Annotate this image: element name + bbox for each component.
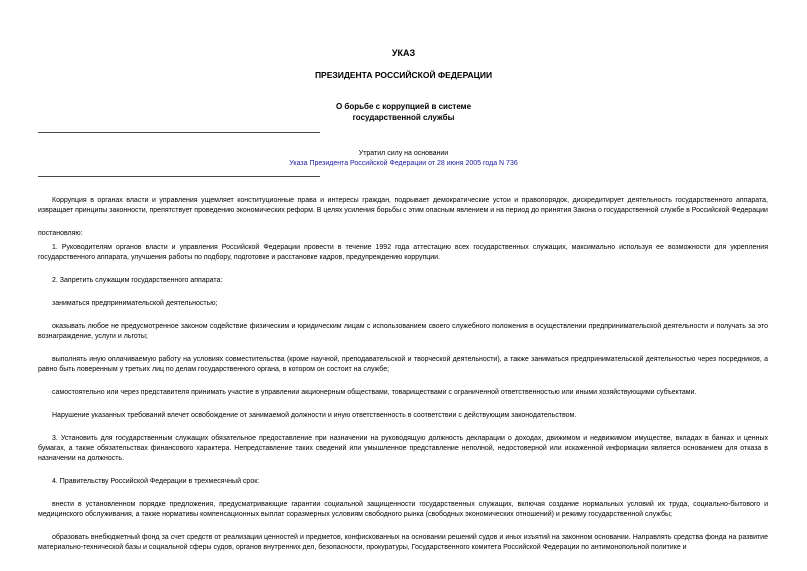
paragraph-item-2b: оказывать любое не предусмотренное законом содействие физическим и юридическим лицам с использованием своего служебного положения в осуществлении предпринимательской деятельности и получать за это вознаграждение, услуги и льготы;: [38, 323, 768, 340]
decree-subject-line-2: государственной службы: [352, 113, 455, 122]
paragraph-item-4b: образовать внебюджетный фонд за счет средств от реализации ценностей и предметов, конфискованных на основании решений судов и иных изъятий на законном основании. Направлять средства фонда на развитие материально-технической базы и социальной сферы судов, органов внутренних дел, безопасности, прокуратуры, Государственного комитета Российской Федерации по антимонопольной политике и: [38, 534, 768, 551]
paragraph-item-2: 2. Запретить служащим государственного аппарата:: [52, 277, 223, 284]
paragraph-item-2d: самостоятельно или через представителя принимать участие в управлении акционерным обществами, товариществами с ограниченной ответственностью или иными хозяйствующими субъектами.: [52, 389, 697, 396]
paragraph-item-2c: выполнять иную оплачиваемую работу на условиях совместительства (кроме научной, преподавательской и творческой деятельности), а также заниматься предпринимательской деятельностью через посредников, а равно быть поверенным у третьих лиц по делам государственного органа, в котором он состоит на службе;: [38, 356, 768, 373]
paragraph-item-4: 4. Правительству Российской Федерации в трехмесячный срок:: [52, 478, 260, 485]
document-body: [38, 196, 768, 553]
paragraph-preamble: Коррупция в органах власти и управления ущемляет конституционные права и интересы граждан, подрывает демократические устои и правопорядок, дискредитирует деятельность государственного аппарата, извращает принципы законности, препятствует проведению экономических реформ. В целях усиления борьбы с этим опасным явлением и на период до принятия Закона о государственной службе в Российской Федерации: [38, 197, 768, 214]
decree-title: УКАЗ: [391, 48, 416, 58]
decree-subject: [0, 101, 807, 123]
paragraph-item-2a: заниматься предпринимательской деятельностью;: [52, 300, 218, 307]
repeal-notice: Утратил силу на основании: [358, 150, 449, 157]
divider-bottom: [38, 176, 320, 177]
paragraph-violation: Нарушение указанных требований влечет освобождение от занимаемой должности и иную ответственность в соответствии с действующим законодательством.: [52, 412, 577, 419]
paragraph-resolve: постановляю:: [38, 230, 83, 237]
decree-subject-line-1: О борьбе с коррупцией в системе: [335, 102, 472, 111]
divider-top: [38, 132, 320, 133]
decree-issuer: ПРЕЗИДЕНТА РОССИЙСКОЙ ФЕДЕРАЦИИ: [314, 70, 493, 80]
repeal-notice-link[interactable]: Указа Президента Российской Федерации от 28 июня 2005 года N 736: [289, 160, 518, 167]
paragraph-item-1: 1. Руководителям органов власти и управления Российской Федерации провести в течение 1992 года аттестацию всех государственных служащих, максимально используя ее возможности для укрепления государственного аппарата, улучшения работы по подбору, подготовке и расстановке кадров, предупреждению коррупции.: [38, 244, 768, 261]
paragraph-item-3: 3. Установить для государственным служащих обязательное предоставление при назначении на руководящую должность декларации о доходах, движимом и недвижимом имуществе, вкладах в банках и ценных бумагах, а также обязательствах финансового характера. Непредставление таких сведений или умышленное представление неполной, недостоверной или искаженной информации является основанием для отказа в назначении на должность.: [38, 435, 768, 462]
paragraph-item-4a: внести в установленном порядке предложения, предусматривающие гарантии социальной защищенности государственных служащих, включая создание нормальных условий их труда, социально-бытового и медицинского обслуживания, а также нормативы компенсационных выплат соразмерных условиям свободного рынка (свободных экономических отношений) и режиму государственной службы;: [38, 501, 768, 518]
